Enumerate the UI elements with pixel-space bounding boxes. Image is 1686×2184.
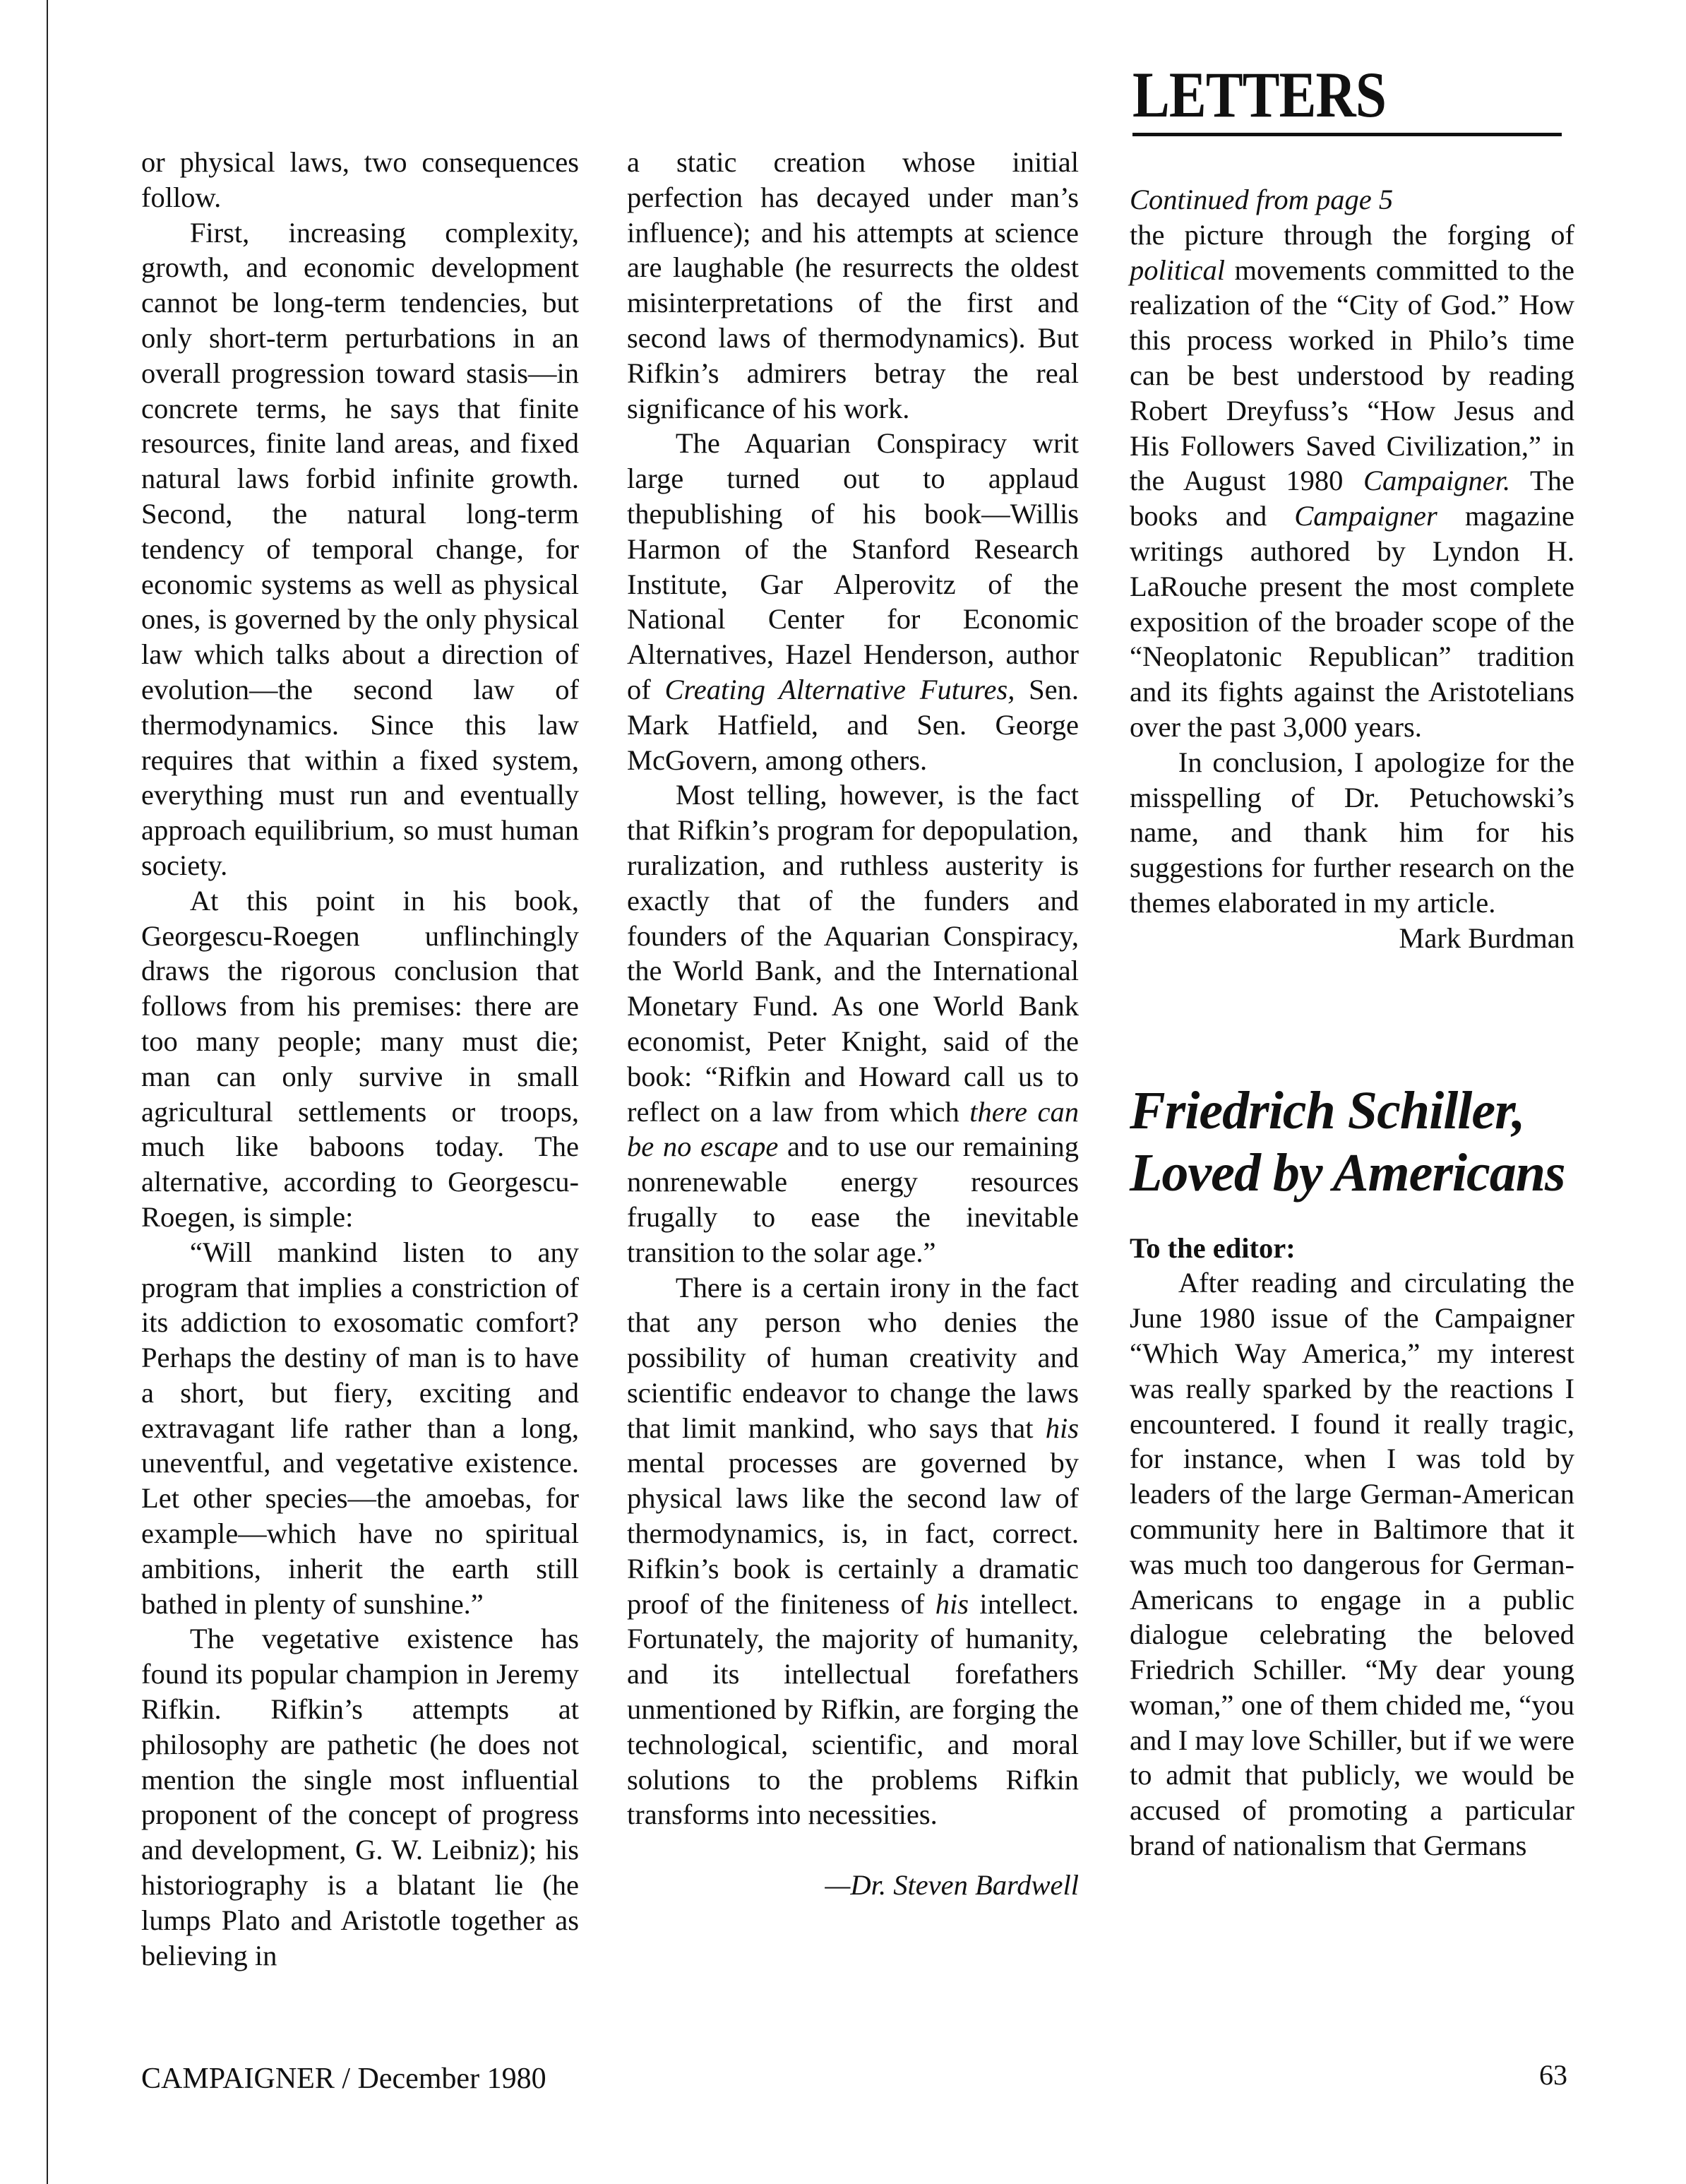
section-title: LETTERS	[1132, 59, 1386, 131]
paragraph	[627, 777, 1079, 1270]
text-run: There is a certain irony in the fact that any person who denies the possibility of human creativity and scientific endeavor to change the laws that limit mankind, who says that	[627, 1271, 1079, 1444]
footer-publication: CAMPAIGNER / December 1980	[141, 2063, 546, 2095]
column-middle	[627, 145, 1079, 1903]
text-run: the picture through the forging of	[1130, 218, 1574, 251]
emphasis: his	[1045, 1412, 1079, 1444]
letter-headline	[1130, 1080, 1574, 1204]
magazine-title: Campaigner	[1294, 500, 1437, 532]
text-run: and to use our remaining nonrenewable energy resources frugally to ease the inevitable transition to the solar age.”	[627, 1130, 1079, 1268]
text-run: movements committed to the realization of the “City of God.” How this process worked in Philo’s time can be best understood by reading Robert Dreyfuss’s “How Jesus and His Followers Saved Civilization,” in the August 1980	[1130, 253, 1574, 497]
column-left	[141, 145, 579, 1973]
magazine-title: Campaigner.	[1363, 465, 1511, 497]
headline-line: Friedrich Schiller,	[1130, 1080, 1525, 1140]
column-right	[1130, 182, 1574, 1863]
text-run: magazine writings authored by Lyndon H. LaRouche present the most complete exposition of the broader scope of the “Neoplatonic Republican” tradition and its fights against the Aristotelians over the past 3,000 years.	[1130, 500, 1574, 743]
paragraph	[627, 426, 1079, 777]
text-run: intellect. Fortunately, the majority of humanity, and its intellectual forefathers unmentioned by Rifkin, are forging the technological, scientific, and moral solutions to the problems Rifkin transforms into necessities.	[627, 1587, 1079, 1831]
page-edge-rule	[47, 0, 48, 2184]
paragraph: or physical laws, two consequences follow.	[141, 146, 579, 213]
text-run: The Aquarian Conspiracy writ large turned out to applaud thepublishing of his book—Willis Harmon of the Stanford Research Institute, Gar Alperovitz of the National Center for Economic Alternatives, Hazel Henderson, author of	[627, 427, 1079, 705]
paragraph: In conclusion, I apologize for the misspelling of Dr. Petuchowski’s name, and thank him for his suggestions for further research on the themes elaborated in my article.	[1130, 746, 1574, 919]
emphasis: political	[1130, 253, 1225, 286]
text-run: The books and	[1130, 465, 1574, 532]
salutation: To the editor:	[1130, 1231, 1296, 1264]
paragraph	[1130, 217, 1574, 745]
book-title: Creating Alternative Futures,	[664, 673, 1015, 705]
page-number: 63	[1539, 2059, 1567, 2091]
paragraph: a static creation whose initial perfection has decayed under man’s influence); and his attempts at science are laughable (he resurrects the oldest misinterpretations of the first and second laws of thermodynamics). But Rifkin’s admirers betray the real significance of his work.	[627, 146, 1079, 424]
emphasis: there can be no escape	[627, 1095, 1079, 1163]
emphasis: his	[935, 1587, 969, 1620]
header-rule	[1132, 133, 1562, 136]
paragraph: After reading and circulating the June 1980 issue of the Campaigner “Which Way America,” my interest was really sparked by the reactions I encountered. I found it really tragic, for instance, when I was told by leaders of the large German-American community here in Baltimore that it was much too dangerous for German-Americans to engage in a public dialogue celebrating the beloved Friedrich Schiller. “My dear young woman,” one of them chided me, “you and I may love Schiller, but if we were to admit that publicly, we would be accused of promoting a particular brand of nationalism that Germans	[1130, 1267, 1574, 1862]
quotation-paragraph: “Will mankind listen to any program that implies a constriction of its addiction to exosomatic comfort? Perhaps the destiny of man is to have a short, but fiery, exciting and extravagant life rather than a long, uneventful, and vegetative existence. Let other species—the amoebas, for example—which have no spiritual ambitions, inherit the earth still bathed in plenty of sunshine.”	[141, 1236, 579, 1620]
paragraph: First, increasing complexity, growth, and economic development cannot be long-term tendencies, but only short-term perturbations in an overall progression toward stasis—in concrete terms, he says that finite resources, finite land areas, and fixed natural laws forbid infinite growth. Second, the natural long-term tendency of temporal change, for economic systems as well as physical ones, is governed by the only physical law which talks about a direction of evolution—the second law of thermodynamics. Since this law requires that within a fixed system, everything must run and eventually approach equilibrium, so must human society.	[141, 216, 579, 881]
section-header	[1132, 59, 1570, 136]
paragraph: The vegetative existence has found its popular champion in Jeremy Rifkin. Rifkin’s attempts at philosophy are pathetic (he does not mention the single most influential proponent of the concept of progress and development, G. W. Leibniz); his historiography is a blatant lie (he lumps Plato and Aristotle together as believing in	[141, 1623, 579, 1971]
headline-line: Loved by Americans	[1130, 1142, 1565, 1203]
spacer	[1130, 956, 1574, 1080]
signature: Mark Burdman	[1399, 921, 1574, 954]
paragraph	[627, 1270, 1079, 1833]
text-run: mental processes are governed by physical laws like the second law of thermodynamics, is, in fact, correct. Rifkin’s book is certainly a dramatic proof of the finiteness of	[627, 1447, 1079, 1620]
paragraph: At this point in his book, Georgescu-Roegen unflinchingly draws the rigorous conclusion that follows from his premises: there are too many people; many must die; man can only survive in small agricultural settlements or troops, much like baboons today. The alternative, according to Georgescu-Roegen, is simple:	[141, 884, 579, 1233]
text-run: Most telling, however, is the fact that Rifkin’s program for depopulation, ruralization, and ruthless austerity is exactly that of the funders and founders of the Aquarian Conspiracy, the World Bank, and the International Monetary Fund. As one World Bank economist, Peter Knight, said of the book: “Rifkin and Howard call us to reflect on a law from which	[627, 779, 1079, 1128]
text-run: Sen. Mark Hatfield, and Sen. George McGovern, among others.	[627, 673, 1079, 776]
signature: —Dr. Steven Bardwell	[825, 1869, 1079, 1902]
spacer	[1130, 1204, 1574, 1231]
continued-note: Continued from page 5	[1130, 184, 1394, 215]
